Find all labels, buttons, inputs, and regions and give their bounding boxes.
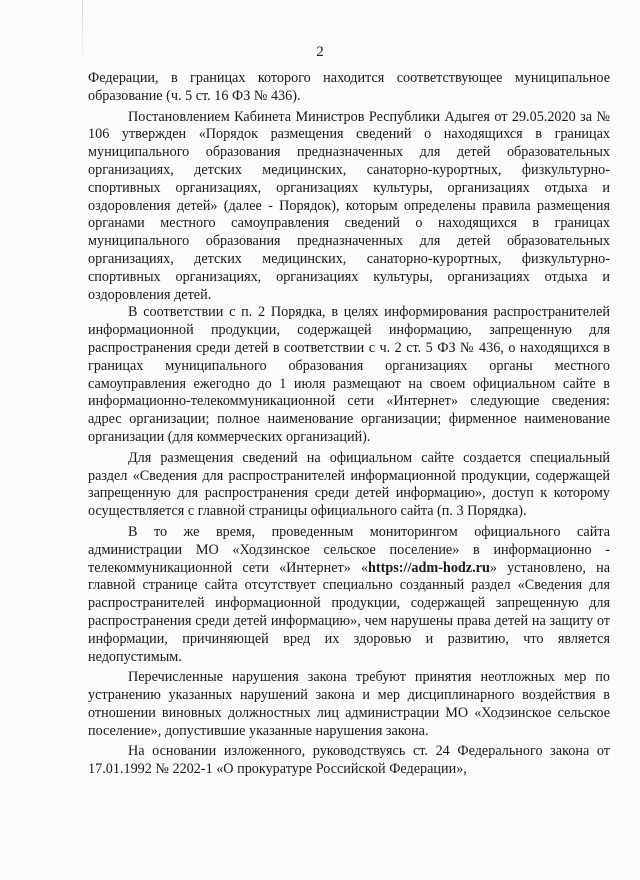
paragraph-continuation: Федерации, в границах которого находится соответствующее муниципальное образование (ч. 5 ст. 16 ФЗ № 436). [88,70,610,104]
paragraph-resolution: Постановлением Кабинета Министров Республики Адыгея от 29.05.2020 за № 106 утвержден «Порядок размещения сведений о находящихся в границах муниципального образования предназначенных для детей образовательных организациях, детских медицинских, санаторно-курортных, физкультурно-спортивных организациях, организациях культуры, организациях отдыха и оздоровления детей» (далее - Порядок), которым определены правила размещения органами местного самоуправления сведений о находящихся в границах муниципального образования предназначенных для детей образовательных организациях, детских медицинских, санаторно-курортных, физкультурно-спортивных организациях, организациях культуры, организациях отдыха и оздоровления детей. [88,108,610,303]
monitoring-text-start: В то же время, проведенным мониторингом официального сайта администрации МО «Ходзинское сельское поселение» в информационно - телекоммуникационной сети «Интернет» « [88,523,610,576]
paragraph-legal-basis: На основании изложенного, руководствуясь ст. 24 Федерального закона от 17.01.1992 № 2202-1 «О прокуратуре Российской Федерации», [88,743,610,778]
website-url: https://adm-hodz.ru [368,559,490,576]
paragraph-violations: Перечисленные нарушения закона требуют принятия неотложных мер по устранению указанных нарушений закона и мер дисциплинарного воздействия в отношении виновных должностных лиц администрации МО «Ходзинское сельское поселение», допустившие указанные нарушения закона. [88,669,610,739]
paragraph-special-section: Для размещения сведений на официальном сайте создается специальный раздел «Сведения для распространителей информационной продукции, содержащей запрещенную для распространения среди детей информацию», доступ к которому осуществляется с главной страницы официального сайта (п. 3 Порядка). [88,449,610,520]
document-body [88,70,610,779]
paragraph-monitoring [88,524,610,666]
page-number: 2 [316,44,324,60]
paragraph-procedure-point-2: В соответствии с п. 2 Порядка, в целях информирования распространителей информационной продукции, содержащей информацию, запрещенную для распространения среди детей в соответствии с ч. 2 ст. 5 ФЗ № 436, о находящихся в границах муниципального образования организациях органы местного самоуправления ежегодно до 1 июля размещают на своем официальном сайте в информационно-телекоммуникационной сети «Интернет» следующие сведения: адрес организации; полное наименование организации; фирменное наименование организации (для коммерческих организаций). [88,304,610,445]
monitoring-text-end: » установлено, на главной странице сайта отсутствует специально созданный раздел «Сведения для распространителей информационной продукции, содержащей запрещенную для распространения среди детей информацию», чем нарушены права детей на защиту от информации, причиняющей вред их здоровью и развитию, что является недопустимым. [88,559,610,665]
